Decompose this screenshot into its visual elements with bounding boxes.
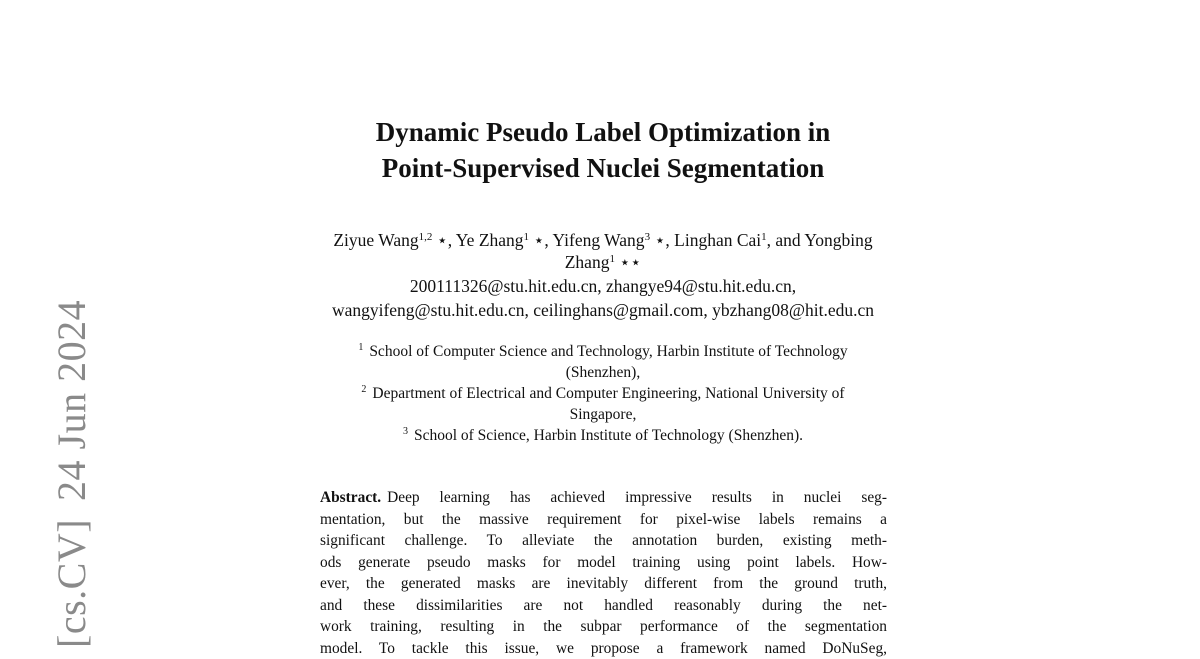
arxiv-side-stamp	[48, 300, 95, 648]
author-emails	[250, 274, 956, 322]
abstract	[320, 487, 887, 659]
abstract-line	[320, 487, 887, 509]
arxiv-category: [cs.CV]	[49, 519, 94, 648]
author-affil-sup: 1	[524, 231, 530, 243]
author-mark: ⋆,	[650, 230, 674, 250]
email-line-1: 200111326@stu.hit.edu.cn, zhangye94@stu.hit.edu.cn,	[250, 274, 956, 298]
title-line-1: Dynamic Pseudo Label Optimization in	[200, 114, 1006, 150]
author-affil-sup: 1,2	[419, 231, 433, 243]
author-affil-sup: 1	[761, 231, 767, 243]
author-mark: , and Yongbing	[767, 230, 873, 250]
author-mark: ⋆⋆	[615, 252, 641, 272]
affiliation-line: School of Computer Science and Technology, Harbin Institute of Technology	[369, 343, 847, 360]
affiliation-list	[280, 341, 926, 446]
author-name: Zhang	[565, 252, 610, 272]
affiliation-number: 2	[361, 384, 366, 395]
author-affil-sup: 1	[609, 253, 615, 265]
affiliation-line: School of Science, Harbin Institute of Technology (Shenzhen).	[414, 427, 803, 444]
affiliation-item	[280, 383, 926, 425]
title-line-2: Point-Supervised Nuclei Segmentation	[200, 150, 1006, 186]
affiliation-line: (Shenzhen),	[566, 364, 640, 381]
affiliation-item	[280, 341, 926, 383]
affiliation-line: Singapore,	[570, 406, 637, 423]
abstract-line: ods generate pseudo masks for model training using point labels. How-	[320, 552, 887, 574]
author-name: Yifeng Wang	[552, 230, 644, 250]
author-list	[250, 229, 956, 273]
email-line-2: wangyifeng@stu.hit.edu.cn, ceilinghans@gmail.com, ybzhang08@hit.edu.cn	[250, 298, 956, 322]
arxiv-date: 24 Jun 2024	[49, 300, 94, 501]
abstract-text: Deep learning has achieved impressive results in nuclei seg-	[387, 489, 887, 506]
affiliation-line: Department of Electrical and Computer Engineering, National University of	[372, 385, 844, 402]
author-mark: ⋆,	[432, 230, 455, 250]
abstract-label: Abstract.	[320, 489, 381, 506]
abstract-line: ever, the generated masks are inevitably different from the ground truth,	[320, 573, 887, 595]
paper-title	[200, 114, 1006, 186]
abstract-line: model. To tackle this issue, we propose a framework named DoNuSeg,	[320, 638, 887, 659]
author-affil-sup: 3	[645, 231, 651, 243]
author-name: Ziyue Wang	[333, 230, 418, 250]
affiliation-number: 1	[358, 342, 363, 353]
author-name: Linghan Cai	[674, 230, 761, 250]
abstract-line: and these dissimilarities are not handled reasonably during the net-	[320, 595, 887, 617]
affiliation-item	[280, 425, 926, 446]
author-mark: ⋆,	[529, 230, 552, 250]
abstract-line: mentation, but the massive requirement for pixel-wise labels remains a	[320, 509, 887, 531]
author-name: Ye Zhang	[456, 230, 524, 250]
abstract-line: work training, resulting in the subpar performance of the segmentation	[320, 616, 887, 638]
affiliation-number: 3	[403, 426, 408, 437]
abstract-line: significant challenge. To alleviate the annotation burden, existing meth-	[320, 530, 887, 552]
